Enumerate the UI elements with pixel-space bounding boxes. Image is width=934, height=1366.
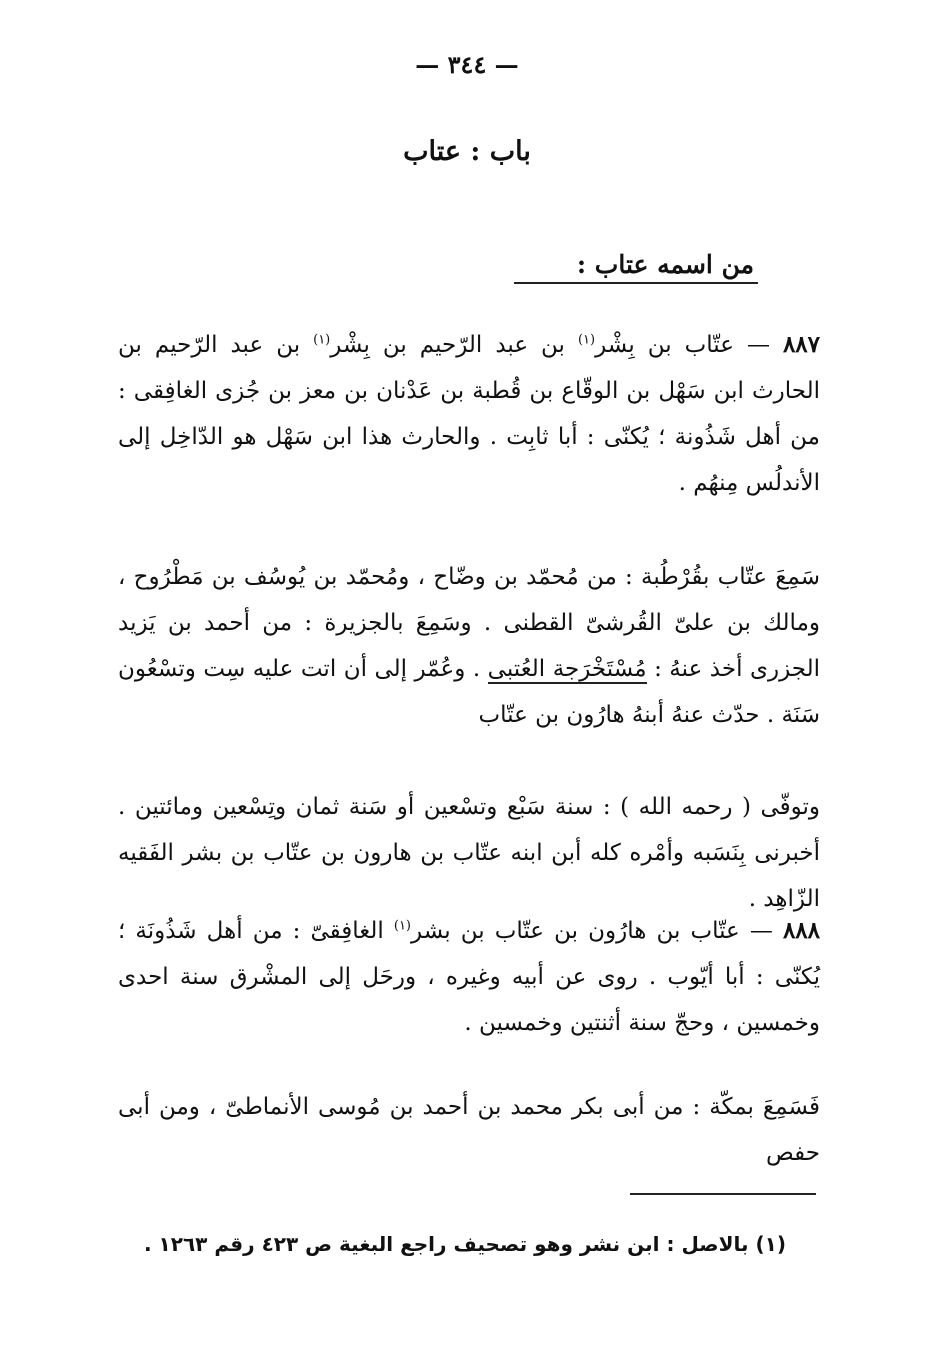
entry-888 <box>118 908 820 1046</box>
paragraph-death <box>118 784 820 922</box>
entry-text: الغافِقىّ : من أهل شَذُونَة ؛ يُكنّى : أبا أيّوب . روى عن أبيه وغيره ، ورحَل إلى المشْرق سنة احدى وخمسين ، وحجّ سنة أثنتين وخمسين . <box>118 918 820 1036</box>
paragraph-text: سَمِعَ عتّاب بقُرْطُبة : من مُحمّد بن وضّاح ، ومُحمّد بن يُوسُف بن مَطْرُوح ، ومالك بن علىّ القُرشىّ القطنى . وسَمِعَ بالجزيرة : من أحمد بن يَزيد الجزرى أخذ عنهُ : <box>118 564 821 682</box>
footnote: (١) بالاصل : ابن نشر وهو تصحيف راجع البغية ص ٤٢٣ رقم ١٢٦٣ . <box>143 1232 786 1256</box>
underlined-title: مُسْتَخْرَجة العُتبى <box>487 656 647 682</box>
paragraph-teachers <box>118 554 820 738</box>
entry-text: بن عبد الرّحيم بن الحارث ابن سَهْل بن الوقّاع بن قُطبة بن عَدْنان بن معز بن جُزى الغافِقى : من أهل شَذُونة ؛ يُكنّى : أبا ثابِت . والحارث هذا ابن سَهْل هو الدّاخِل إلى الأندلُس مِنهُم . <box>118 332 820 496</box>
footnote-ref: (١) <box>577 332 596 348</box>
footnote-ref: (١) <box>393 918 411 934</box>
paragraph-text: . وعُمّر إلى أن اتت عليه سِت وتسْعُون سَنَة . حدّث عنهُ أبنهُ هارُون بن عتّاب <box>118 656 820 728</box>
footnote-ref: (١) <box>313 332 331 348</box>
page-number: — ٣٤٤ — <box>415 50 519 79</box>
paragraph-mecca <box>118 1084 820 1176</box>
entry-text: — عتّاب بن هارُون بن عتّاب بن بشر <box>411 918 773 944</box>
chapter-title: باب : عتاب <box>403 136 531 167</box>
footnote-divider <box>630 1193 816 1195</box>
paragraph-text: وتوفّى ( رحمه الله ) : سنة سَبْع وتسْعين أو سَنة ثمان وتِسْعين ومائتين . أخبرنى بِنَسَبه وأمْره كله أبن ابنه عتّاب بن هارون بن عتّاب بن بشر الفَقيه الزّاهِد . <box>118 794 820 912</box>
section-heading: من اسمه عتاب : <box>514 250 758 284</box>
entry-number: ٨٨٧ <box>782 331 821 358</box>
paragraph-text: فَسَمِعَ بمكّة : من أبى بكر محمد بن أحمد بن مُوسى الأنماطىّ ، ومن أبى حفص <box>118 1094 820 1166</box>
entry-text: بن عبد الرّحيم بن بِشْر <box>330 332 565 358</box>
entry-887 <box>118 322 820 506</box>
entry-text: — عتّاب بن بِشْر <box>595 332 770 358</box>
entry-number: ٨٨٨ <box>782 917 821 944</box>
